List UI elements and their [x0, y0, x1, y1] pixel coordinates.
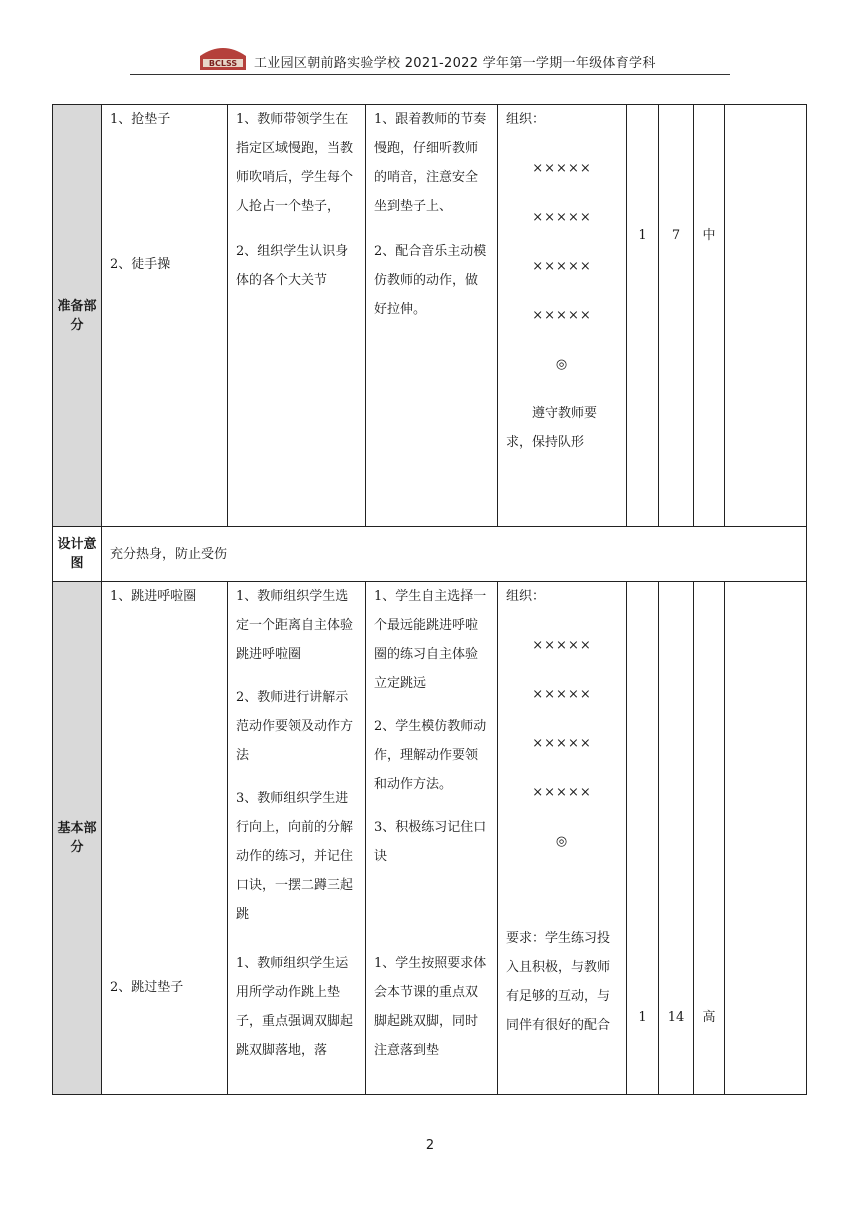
basic-student-item: 2、学生模仿教师动作，理解动作要领和动作方法。 — [374, 719, 487, 792]
prep-student-item: 2、配合音乐主动模仿教师的动作，做好拉伸。 — [374, 244, 487, 317]
basic-organization — [498, 582, 627, 1095]
prep-student-item: 1、跟着教师的节奏慢跑，仔细听教师的哨音，注意安全坐到垫子上、 — [374, 112, 487, 214]
basic-intensity: 高 — [694, 582, 725, 1095]
basic-content — [102, 582, 228, 1095]
section-label-basic: 基本部分 — [53, 582, 102, 1095]
basic-row — [53, 582, 807, 1095]
prep-intensity: 中 — [694, 105, 725, 527]
basic-student-item: 1、学生自主选择一个最远能跳进呼啦圈的练习自主体验立定跳远 — [374, 589, 487, 691]
header-title: 工业园区朝前路实验学校 2021-2022 学年第一学期一年级体育学科 — [254, 56, 656, 71]
lesson-plan-table — [52, 104, 807, 1095]
prep-organization — [498, 105, 627, 527]
basic-teacher-item: 1、教师组织学生选定一个距离自主体验跳进呼啦圈 — [236, 589, 354, 662]
basic-teacher-item: 2、教师进行讲解示范动作要领及动作方法 — [236, 690, 354, 763]
basic-org-title: 组织： — [506, 589, 546, 604]
prep-notes — [725, 105, 807, 527]
prep-requirement: 遵守教师要求，保持队形 — [506, 406, 598, 450]
basic-notes — [725, 582, 807, 1095]
basic-teacher-item: 3、教师组织学生进行向上，向前的分解动作的练习，并记住口诀，一摆二蹲三起跳 — [236, 791, 354, 922]
basic-student — [366, 582, 498, 1095]
basic-content-item: 2、跳过垫子 — [110, 980, 184, 995]
formation-row: ××××× — [532, 308, 592, 323]
formation-row: ××××× — [532, 687, 592, 702]
formation-row: ××××× — [532, 210, 592, 225]
prep-student — [366, 105, 498, 527]
page-number: 2 — [425, 1138, 435, 1153]
basic-requirement: 要求：学生练习投入且积极，与教师有足够的互动，与同伴有很好的配合 — [506, 931, 611, 1033]
teacher-position-mark: ◎ — [555, 834, 569, 849]
basic-minutes: 14 — [659, 582, 694, 1095]
design-text: 充分热身，防止受伤 — [102, 527, 807, 582]
prep-minutes: 7 — [659, 105, 694, 527]
page-header — [130, 38, 730, 75]
school-logo — [196, 40, 250, 72]
section-label-prep: 准备部分 — [53, 105, 102, 527]
basic-student-item: 1、学生按照要求体会本节课的重点双脚起跳双脚，同时注意落到垫 — [374, 956, 487, 1058]
design-row — [53, 527, 807, 582]
prep-teacher — [228, 105, 366, 527]
basic-content-item: 1、跳进呼啦圈 — [110, 589, 197, 604]
prep-row — [53, 105, 807, 527]
basic-teacher — [228, 582, 366, 1095]
formation-row: ××××× — [532, 736, 592, 751]
prep-times: 1 — [627, 105, 659, 527]
formation-row: ××××× — [532, 638, 592, 653]
prep-content-item: 2、徒手操 — [110, 257, 171, 272]
formation-row: ××××× — [532, 259, 592, 274]
prep-teacher-item: 2、组织学生认识身体的各个大关节 — [236, 244, 349, 288]
section-label-design: 设计意图 — [53, 527, 102, 582]
formation-row: ××××× — [532, 161, 592, 176]
svg-text:BCLSS: BCLSS — [208, 59, 238, 68]
basic-teacher-item: 1、教师组织学生运用所学动作跳上垫子，重点强调双脚起跳双脚落地，落 — [236, 956, 354, 1058]
prep-org-title: 组织： — [506, 112, 546, 127]
basic-student-item: 3、积极练习记住口诀 — [374, 820, 487, 864]
teacher-position-mark: ◎ — [555, 357, 569, 372]
prep-teacher-item: 1、教师带领学生在指定区域慢跑，当教师吹哨后，学生每个人抢占一个垫子， — [236, 112, 354, 214]
basic-times: 1 — [627, 582, 659, 1095]
formation-row: ××××× — [532, 785, 592, 800]
prep-content-item: 1、抢垫子 — [110, 112, 171, 127]
prep-content — [102, 105, 228, 527]
